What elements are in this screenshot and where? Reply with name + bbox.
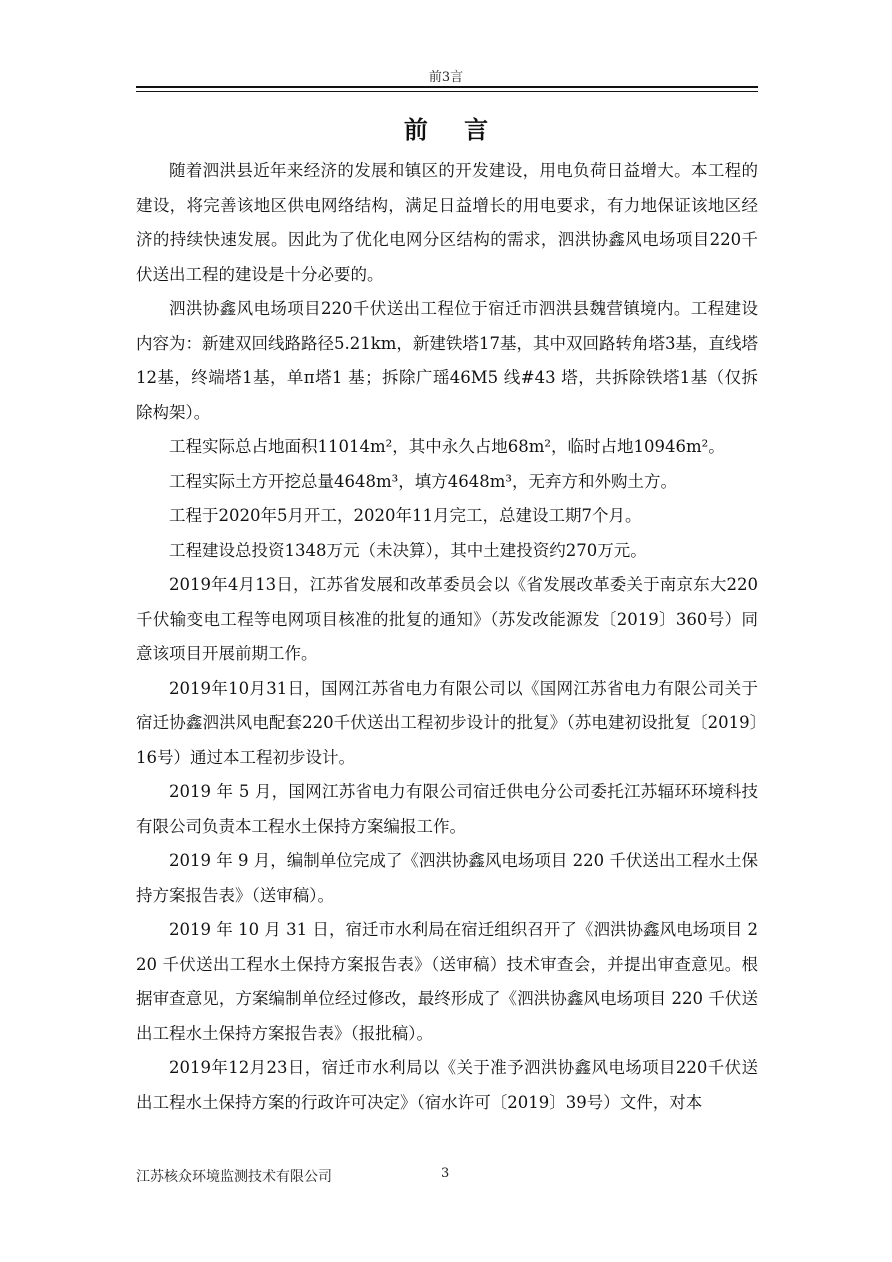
- section-title: 前 言: [403, 115, 503, 144]
- running-header: 前3言: [428, 70, 464, 85]
- paragraph-7: 2019年4月13日，江苏省发展和改革委员会以《省发展改革委关于南京东大220千伏输变电工程等电网项目核准的批复的通知》（苏发改能源发〔2019〕360号）同意该项目开展前期工作。: [136, 575, 758, 663]
- header-rule-thick: [136, 86, 758, 88]
- paragraph-8: 2019年10月31日，国网江苏省电力有限公司以《国网江苏省电力有限公司关于宿迁协鑫泗洪风电配套220千伏送出工程初步设计的批复》（苏电建初设批复〔2019〕16号）通过本工程初步设计。: [136, 678, 758, 767]
- paragraph-5: 工程于2020年5月开工，2020年11月完工，总建设工期7个月。: [169, 506, 642, 525]
- paragraph-10: 2019 年 9 月，编制单位完成了《泗洪协鑫风电场项目 220 千伏送出工程水土保持方案报告表》（送审稿）。: [136, 851, 758, 905]
- paragraph-11: 2019 年 10 月 31 日，宿迁市水利局在宿迁组织召开了《泗洪协鑫风电场项目 220 千伏送出工程水土保持方案报告表》（送审稿）技术审查会，并提出审查意见。根据审查意见，方案编制单位经过修改，最终形成了《泗洪协鑫风电场项目 220 千伏送出工程水土保持方案报告表》（报批稿）。: [136, 920, 758, 1043]
- footer-company: 江苏核众环境监测技术有限公司: [136, 1169, 332, 1185]
- paragraph-2: 泗洪协鑫风电场项目220千伏送出工程位于宿迁市泗洪县魏营镇境内。工程建设内容为：新建双回线路路径5.21km，新建铁塔17基，其中双回路转角塔3基，直线塔12基，终端塔1基，单π塔1 基；拆除广瑶46M5 线#43 塔，共拆除铁塔1基（仅拆除构架）。: [136, 299, 758, 422]
- paragraph-9: 2019 年 5 月，国网江苏省电力有限公司宿迁供电分公司委托江苏辐环环境科技有限公司负责本工程水土保持方案编报工作。: [136, 782, 758, 836]
- paragraph-12: 2019年12月23日，宿迁市水利局以《关于准予泗洪协鑫风电场项目220千伏送出工程水土保持方案的行政许可决定》（宿水许可〔2019〕39号）文件，对本: [136, 1058, 758, 1112]
- paragraph-6: 工程建设总投资1348万元（未决算），其中土建投资约270万元。: [169, 540, 647, 560]
- page-number: 3: [441, 1166, 450, 1181]
- paragraph-1: 随着泗洪县近年来经济的发展和镇区的开发建设，用电负荷日益增大。本工程的建设，将完善该地区供电网络结构，满足日益增长的用电要求，有力地保证该地区经济的持续快速发展。因此为了优化电网分区结构的需求，泗洪协鑫风电场项目220千伏送出工程的建设是十分必要的。: [136, 161, 758, 284]
- paragraph-4: 工程实际土方开挖总量4648m³，填方4648m³，无弃方和外购土方。: [169, 471, 678, 491]
- body-text: [136, 154, 758, 1120]
- paragraph-3: 工程实际总占地面积11014m²，其中永久占地68m²，临时占地10946m²。: [169, 437, 725, 456]
- header-rule-thin: [136, 91, 758, 92]
